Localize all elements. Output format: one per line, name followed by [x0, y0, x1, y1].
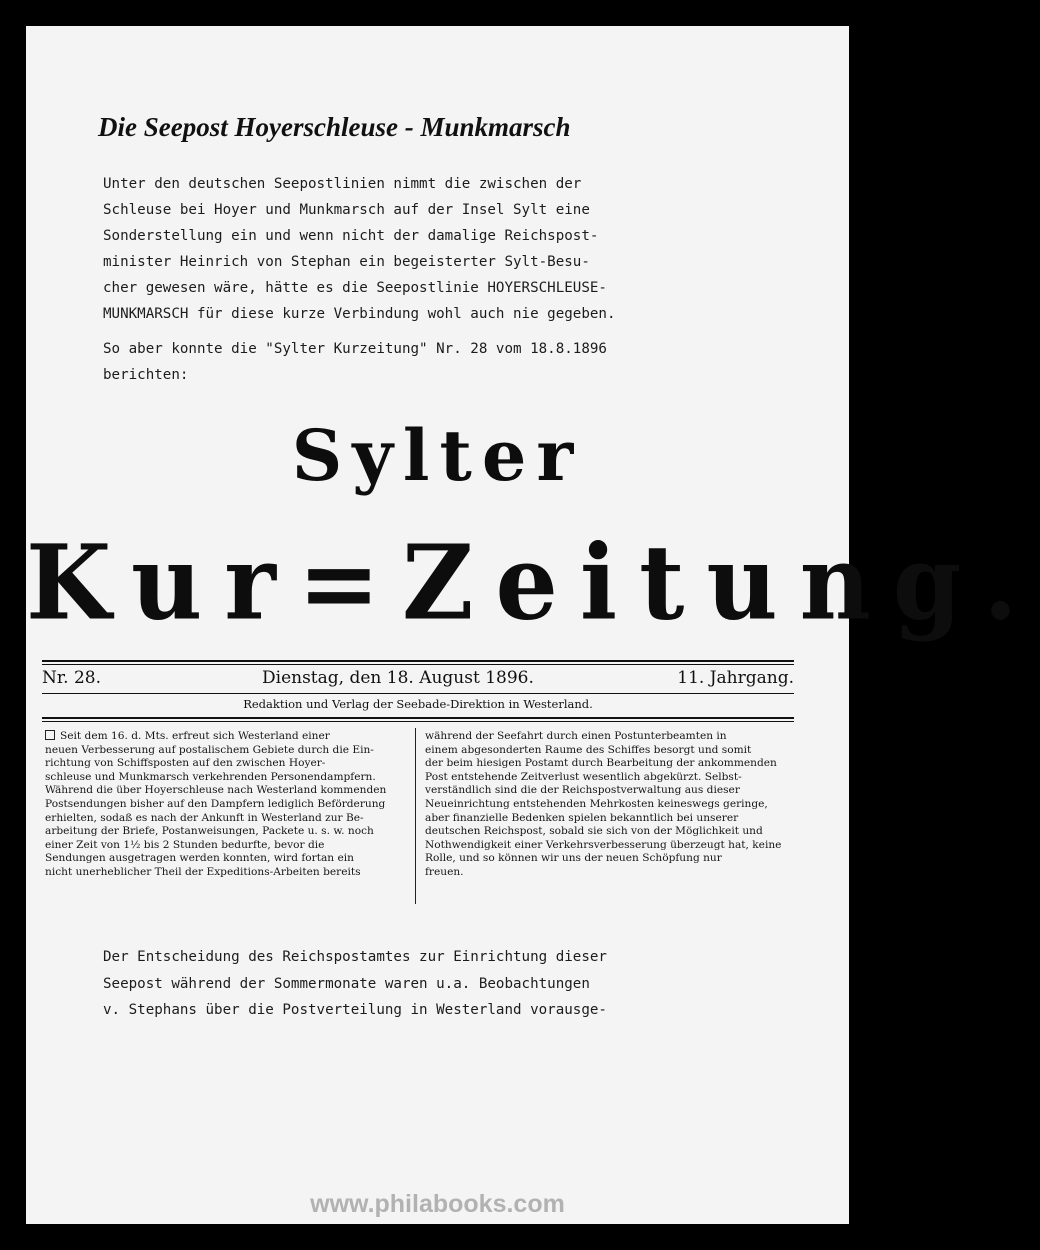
- column-line: Post entstehende Zeitverlust wesentlich abgekürzt. Selbst-: [425, 770, 742, 783]
- intro-paragraph: [103, 171, 616, 327]
- intro-line: Sonderstellung ein und wenn nicht der damalige Reichspost-: [103, 228, 599, 244]
- newspaper-column-left: [45, 730, 386, 880]
- outro-paragraph: [103, 944, 607, 1024]
- column-line: während der Seefahrt durch einen Postunterbeamten in: [425, 730, 727, 742]
- column-line: Während die über Hoyerschleuse nach Westerland kommenden: [45, 784, 387, 797]
- column-line: deutschen Reichspost, sobald sie sich von der Möglichkeit und: [425, 825, 763, 838]
- column-line: Neueinrichtung entstehenden Mehrkosten keineswegs geringe,: [425, 797, 768, 810]
- issue-volume: 11. Jahrgang.: [677, 668, 794, 688]
- column-line: verständlich sind die der Reichspostverwaltung aus dieser: [425, 784, 740, 797]
- column-line: Postsendungen bisher auf den Dampfern lediglich Beförderung: [45, 797, 386, 810]
- newspaper-dateline: [42, 668, 794, 692]
- page-heading: Die Seepost Hoyerschleuse - Munkmarsch: [98, 112, 571, 142]
- column-divider: [415, 728, 416, 904]
- newspaper-masthead-line2: Kur=Zeitung.: [26, 523, 1040, 644]
- article-marker-icon: [45, 730, 55, 740]
- outro-line: Seepost während der Sommermonate waren u.a. Beobachtungen: [103, 975, 590, 992]
- column-line: aber finanzielle Bedenken spielen bekanntlich bei unserer: [425, 811, 739, 824]
- column-line: Seit dem 16. d. Mts. erfreut sich Westerland einer: [45, 730, 386, 744]
- intro-line: berichten:: [103, 367, 189, 383]
- outro-line: v. Stephans über die Postverteilung in Westerland vorausge-: [103, 1002, 607, 1018]
- column-line: Sendungen ausgetragen werden konnten, wird fortan ein: [45, 852, 354, 865]
- column-line: Nothwendigkeit einer Verkehrsverbesserung überzeugt hat, keine: [425, 838, 782, 851]
- issue-date: Dienstag, den 18. August 1896.: [262, 668, 534, 688]
- column-line: schleuse und Munkmarsch verkehrenden Personendampfern.: [45, 770, 376, 783]
- intro-line: MUNKMARSCH für diese kurze Verbindung wohl auch nie gegeben.: [103, 306, 616, 322]
- outro-line: Der Entscheidung des Reichspostamtes zur Einrichtung dieser: [103, 949, 607, 965]
- column-line: richtung von Schiffsposten auf den zwischen Hoyer-: [45, 757, 326, 770]
- intro-quote-lead: [103, 336, 607, 388]
- column-line: neuen Verbesserung auf postalischem Gebiete durch die Ein-: [45, 743, 374, 756]
- column-line: der beim hiesigen Postamt durch Bearbeitung der ankommenden: [425, 757, 777, 770]
- dateline-rule: [42, 693, 794, 694]
- watermark-text: www.philabooks.com: [310, 1190, 565, 1218]
- masthead-rule: [42, 660, 794, 662]
- newspaper-column-right: [425, 730, 781, 880]
- column-line: erhielten, sodaß es nach der Ankunft in Westerland zur Be-: [45, 811, 364, 824]
- newspaper-masthead-line1: Sylter: [291, 414, 584, 497]
- intro-line: Schleuse bei Hoyer und Munkmarsch auf der Insel Sylt eine: [103, 202, 590, 218]
- column-line: einem abgesonderten Raume des Schiffes besorgt und somit: [425, 743, 752, 756]
- newspaper-publisher: Redaktion und Verlag der Seebade-Direktion in Westerland.: [243, 697, 593, 711]
- column-line: Rolle, und so können wir uns der neuen Schöpfung nur: [425, 852, 722, 865]
- intro-line: Unter den deutschen Seepostlinien nimmt die zwischen der: [103, 176, 582, 192]
- issue-number: Nr. 28.: [42, 668, 101, 688]
- intro-line: cher gewesen wäre, hätte es die Seepostlinie HOYERSCHLEUSE-: [103, 280, 607, 296]
- column-line: freuen.: [425, 865, 464, 878]
- masthead-rule: [42, 664, 794, 665]
- publisher-rule: [42, 717, 794, 719]
- column-line: nicht unerheblicher Theil der Expeditions-Arbeiten bereits: [45, 865, 361, 878]
- intro-line: So aber konnte die "Sylter Kurzeitung" Nr. 28 vom 18.8.1896: [103, 341, 607, 357]
- column-line: arbeitung der Briefe, Postanweisungen, Packete u. s. w. noch: [45, 825, 374, 838]
- column-line: einer Zeit von 1½ bis 2 Stunden bedurfte, bevor die: [45, 838, 325, 851]
- scanned-page: [26, 26, 1040, 1224]
- publisher-rule: [42, 721, 794, 722]
- intro-line: minister Heinrich von Stephan ein begeisterter Sylt-Besu-: [103, 254, 590, 270]
